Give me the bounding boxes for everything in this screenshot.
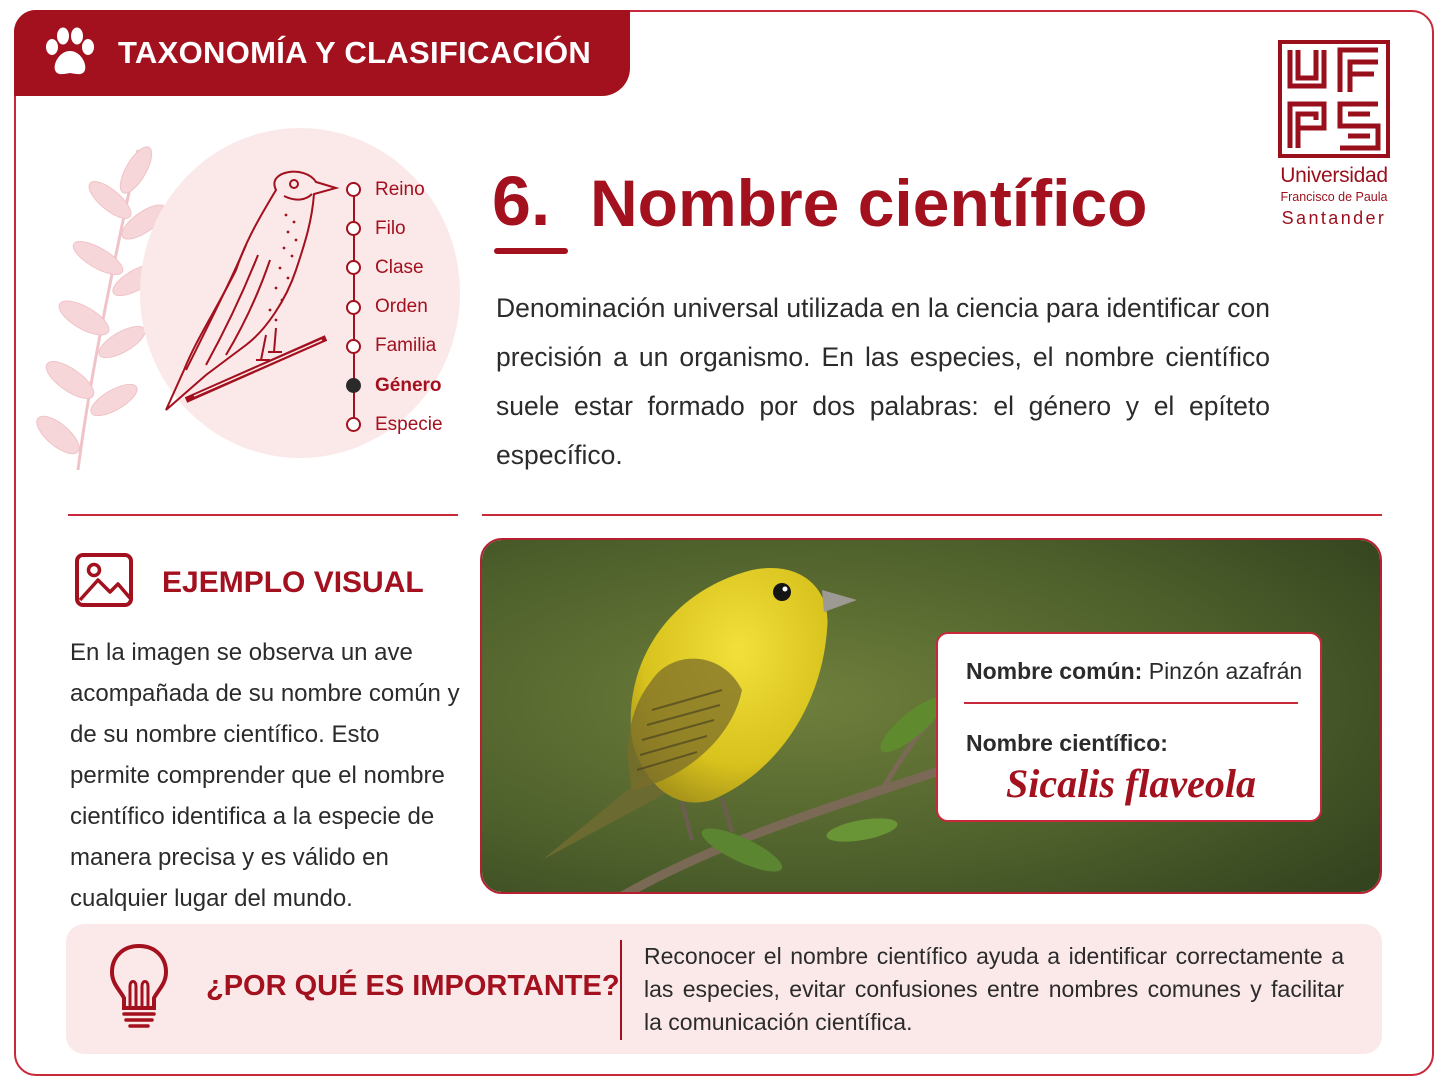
section-definition: Denominación universal utilizada en la ciencia para identificar con precisión a un organismo. En las especies, el nombre científico suele estar formado por dos palabras: el género y el epíteto específico. bbox=[496, 293, 1270, 470]
taxonomy-rank-reino: Reino bbox=[346, 170, 443, 209]
common-name-value: Pinzón azafrán bbox=[1148, 658, 1303, 684]
example-text: En la imagen se observa un ave acompañada de su nombre común y de su nombre científico. Esto permite comprender que el nombre científico identifica a la especie de manera precisa y es válido en cualquier lugar del mundo. bbox=[70, 639, 460, 912]
importance-text: Reconocer el nombre científico ayuda a identificar correctamente a las especies, evitar confusiones entre nombres comunes y facilitar la comunicación científica. bbox=[644, 943, 1344, 1035]
name-card bbox=[936, 632, 1322, 822]
taxonomy-rank-genero: Género bbox=[346, 366, 443, 405]
taxonomy-rank-filo: Filo bbox=[346, 209, 443, 248]
importance-title: ¿POR QUÉ ES IMPORTANTE? bbox=[206, 970, 620, 1002]
rank-dot bbox=[346, 260, 361, 275]
section-number: 6. bbox=[492, 162, 551, 240]
divider-left bbox=[68, 514, 458, 516]
example-title: EJEMPLO VISUAL bbox=[162, 566, 424, 599]
section-number-underline bbox=[494, 248, 568, 254]
common-name-label: Nombre común: bbox=[966, 658, 1143, 684]
section-title: Nombre científico bbox=[590, 166, 1148, 240]
rank-dot bbox=[346, 417, 361, 432]
importance-divider bbox=[620, 940, 622, 1040]
logo-line-2: Francisco de Paula bbox=[1280, 190, 1388, 204]
taxonomy-rank-clase: Clase bbox=[346, 248, 443, 287]
scientific-name-label: Nombre científico: bbox=[966, 730, 1168, 756]
taxonomy-rank-orden: Orden bbox=[346, 288, 443, 327]
importance-box bbox=[66, 924, 1382, 1054]
university-logo bbox=[1274, 40, 1394, 229]
rank-dot bbox=[346, 221, 361, 236]
image-icon bbox=[74, 552, 134, 608]
name-card-separator bbox=[964, 702, 1298, 704]
common-name-row bbox=[966, 658, 1302, 685]
logo-line-1: Universidad bbox=[1280, 164, 1388, 187]
scientific-name-value: Sicalis flaveola bbox=[1006, 761, 1256, 806]
taxonomy-rank-especie: Especie bbox=[346, 405, 443, 444]
rank-dot bbox=[346, 182, 361, 197]
rank-dot-active bbox=[346, 378, 361, 393]
header-title: TAXONOMÍA Y CLASIFICACIÓN bbox=[118, 35, 592, 70]
rank-dot bbox=[346, 300, 361, 315]
paw-icon bbox=[40, 23, 100, 83]
taxonomy-list bbox=[346, 170, 443, 444]
taxonomy-rank-familia: Familia bbox=[346, 327, 443, 366]
rank-dot bbox=[346, 339, 361, 354]
lightbulb-icon bbox=[106, 942, 172, 1034]
ufps-logo-mark bbox=[1278, 40, 1390, 158]
bird-sketch-icon bbox=[146, 160, 346, 420]
divider-right bbox=[482, 514, 1382, 516]
logo-line-3: Santander bbox=[1281, 208, 1387, 228]
header-banner bbox=[14, 10, 630, 96]
